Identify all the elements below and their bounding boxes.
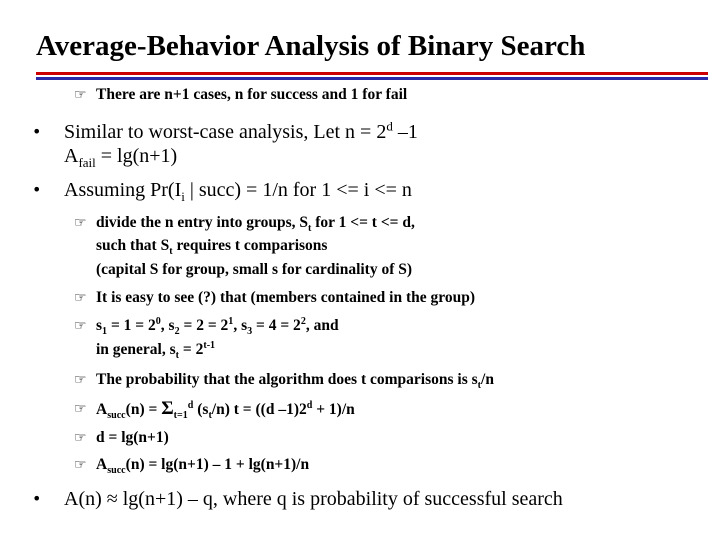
title-rule-red <box>36 72 708 75</box>
subscript: t <box>208 410 212 422</box>
bullet-worst-case-line2 <box>64 144 177 168</box>
pointing-hand-icon: ☞ <box>74 290 87 306</box>
pointing-hand-icon: ☞ <box>74 372 87 388</box>
bullet-worst-case <box>32 118 418 144</box>
sub-text: , and <box>305 317 339 334</box>
superscript: t-1 <box>203 339 216 351</box>
sub-text: (n) = <box>125 401 162 418</box>
bullet-text: | succ) = 1/n for 1 <= i <= n <box>184 179 412 201</box>
sub-text: s <box>96 317 103 334</box>
intro-item <box>74 86 408 104</box>
sub-text: d = lg(n+1) <box>96 429 169 446</box>
sub-text: = 2 <box>179 341 204 358</box>
sub-divide-groups <box>74 214 415 235</box>
bullet-icon: • <box>32 489 42 508</box>
subscript: i <box>181 189 185 204</box>
sub-text: It is easy to see (?) that (members contained in the group) <box>96 289 475 306</box>
sub-d-equals <box>74 429 169 447</box>
sub-text: divide the n entry into groups, S <box>96 214 309 231</box>
title-rule-blue <box>36 77 708 80</box>
sub-text: = 4 = 2 <box>252 317 301 334</box>
bullet-text: = lg(n+1) <box>95 145 178 167</box>
subscript: t=1 <box>173 410 188 422</box>
pointing-hand-icon: ☞ <box>74 401 87 417</box>
sub-asucc-sum <box>74 398 355 422</box>
subscript: fail <box>78 155 96 170</box>
superscript: d <box>386 118 393 134</box>
pointing-hand-icon: ☞ <box>74 430 87 446</box>
sub-text: , s <box>160 317 175 334</box>
bullet-average-result <box>32 487 563 511</box>
sub-text: The probability that the algorithm does t comparisons is s <box>96 371 478 388</box>
bullet-text: A(n) ≈ lg(n+1) – q, where q is probability of successful search <box>64 488 563 510</box>
sub-divide-groups-line3: (capital S for group, small s for cardinality of S) <box>96 261 413 278</box>
intro-text: There are n+1 cases, n for success and 1 for fail <box>96 86 408 103</box>
bullet-assumption <box>32 178 412 204</box>
subscript: t <box>308 223 312 235</box>
sub-text: /n) t = ((d –1)2 <box>211 401 307 418</box>
bullet-text: A <box>64 145 79 167</box>
sub-divide-groups-line2 <box>96 237 328 258</box>
subscript: succ <box>107 410 126 422</box>
sub-text: (s <box>193 401 209 418</box>
superscript: d <box>306 399 313 411</box>
bullet-icon: • <box>32 180 42 199</box>
bullet-icon: • <box>32 122 42 141</box>
superscript: 1 <box>228 315 234 327</box>
subscript: 3 <box>247 326 253 338</box>
bullet-text: Similar to worst-case analysis, Let n = 2 <box>64 121 387 143</box>
superscript: 2 <box>300 315 306 327</box>
sub-text: requires t comparisons <box>172 237 328 254</box>
sub-text: (n) = lg(n+1) – 1 + lg(n+1)/n <box>125 456 310 473</box>
pointing-hand-icon: ☞ <box>74 318 87 334</box>
slide-title: Average-Behavior Analysis of Binary Search <box>36 30 586 62</box>
subscript: t <box>169 246 173 258</box>
sub-text: A <box>96 401 108 418</box>
sub-text: in general, s <box>96 341 176 358</box>
subscript: 1 <box>102 326 108 338</box>
superscript: 0 <box>155 315 161 327</box>
sub-text: /n <box>481 371 494 388</box>
subscript: t <box>477 380 482 392</box>
sub-cardinalities <box>74 315 339 338</box>
sub-cardinalities-line2 <box>96 339 216 362</box>
sub-text: + 1)/n <box>312 401 355 418</box>
subscript: t <box>175 350 180 362</box>
bullet-text: Assuming Pr(I <box>64 179 182 201</box>
sub-easy-to-see <box>74 289 475 307</box>
pointing-hand-icon: ☞ <box>74 457 87 473</box>
sub-text: = 2 = 2 <box>179 317 229 334</box>
sub-text: A <box>96 456 108 473</box>
superscript: d <box>187 399 194 411</box>
sigma-symbol: Σ <box>161 398 174 419</box>
pointing-hand-icon: ☞ <box>74 215 87 231</box>
sub-text: such that S <box>96 237 170 254</box>
sub-asucc-result <box>74 456 310 477</box>
bullet-text: –1 <box>392 121 418 143</box>
pointing-hand-icon: ☞ <box>74 87 87 103</box>
sub-text: , s <box>233 317 248 334</box>
subscript: succ <box>107 465 126 477</box>
sub-probability <box>74 371 494 392</box>
sub-text: = 1 = 2 <box>107 317 156 334</box>
sub-text: for 1 <= t <= d, <box>311 214 415 231</box>
subscript: 2 <box>174 326 180 338</box>
